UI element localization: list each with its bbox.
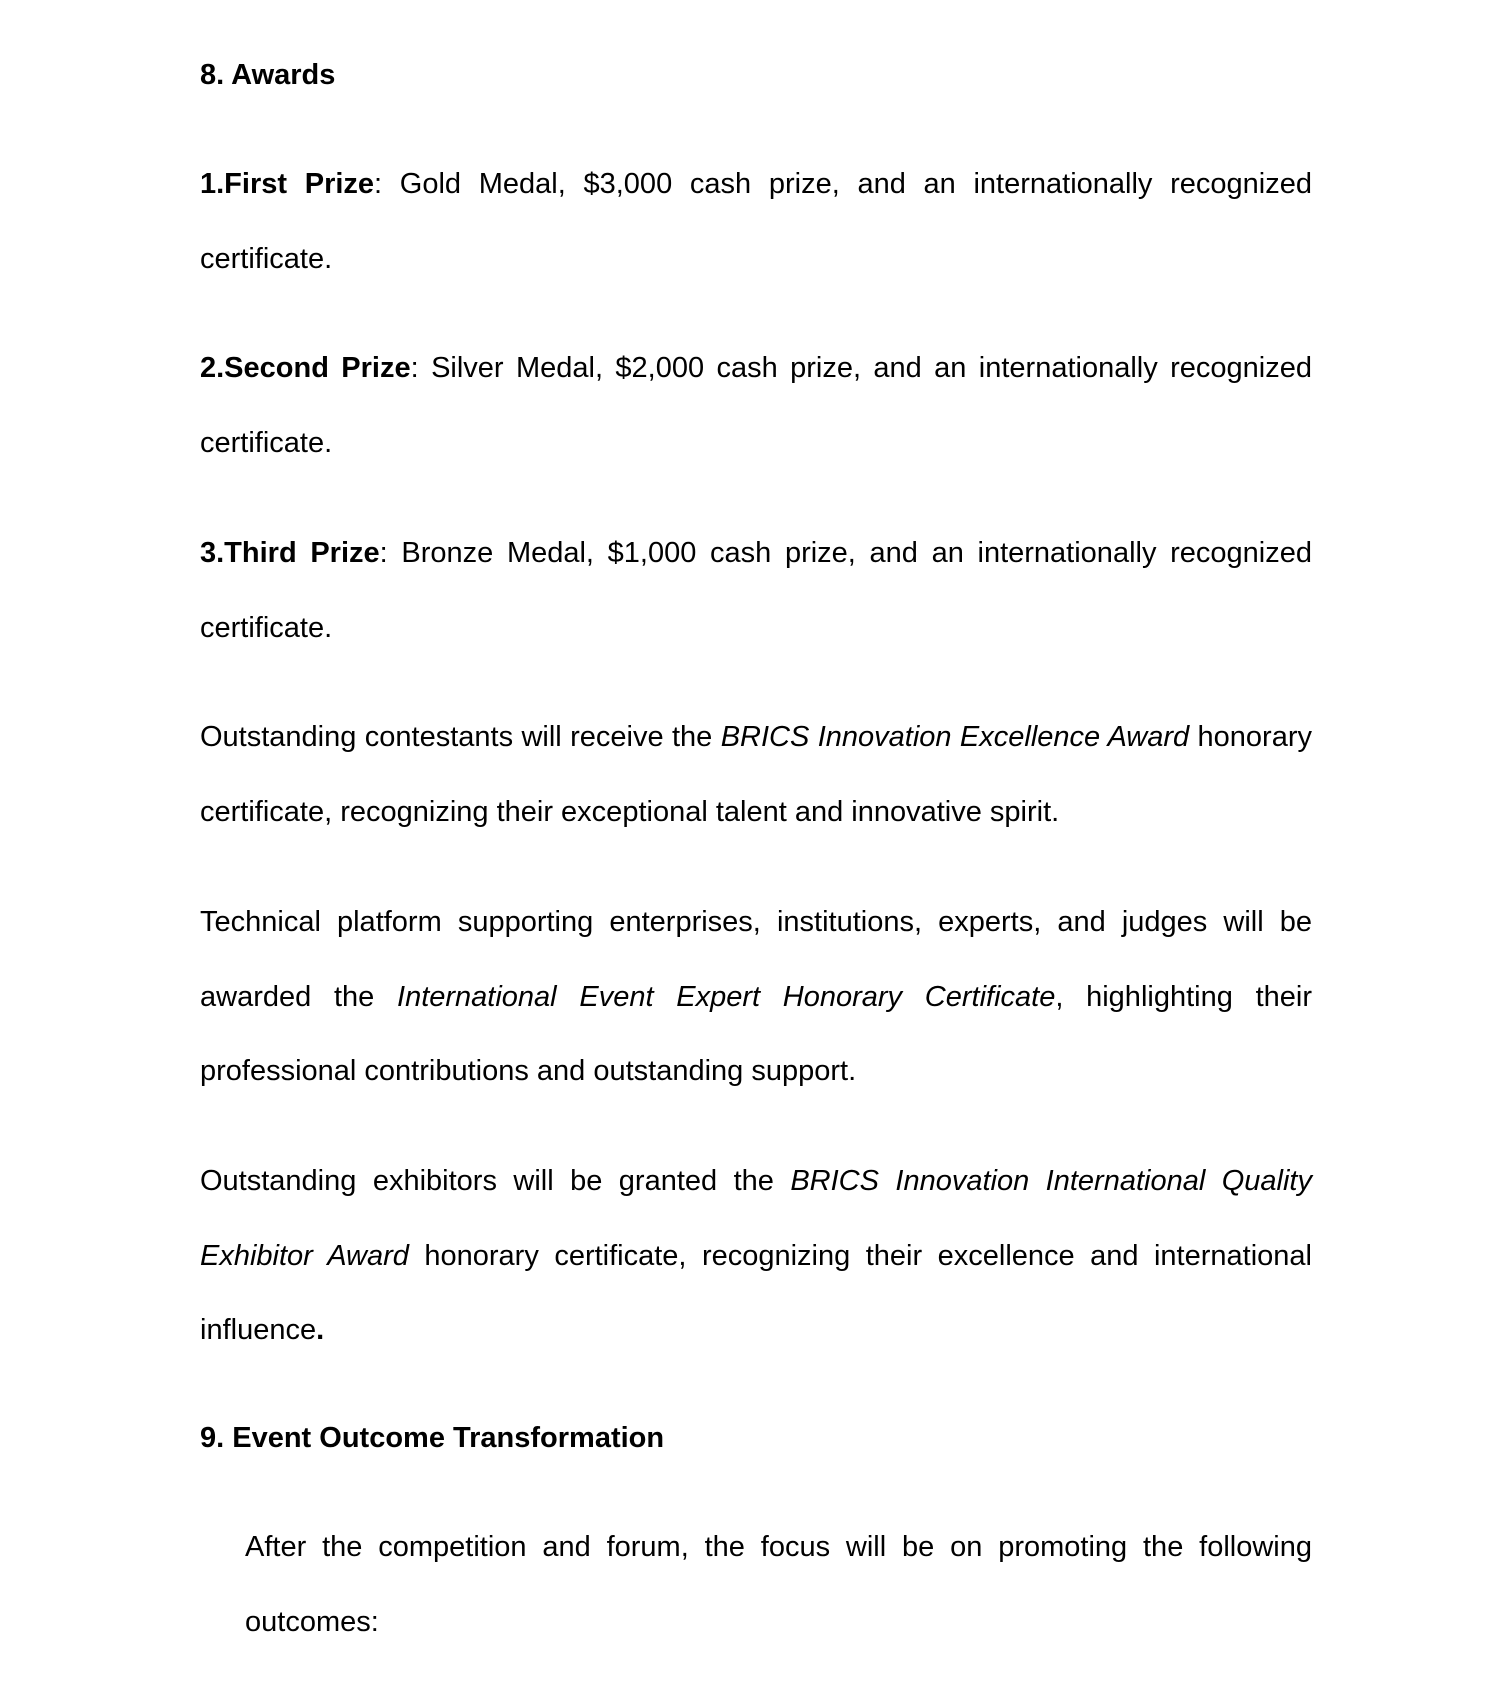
exhibitors-award-name: BRICS Innovation International Quality Exhibitor Award: [200, 1165, 1312, 1272]
contestants-text-before: Outstanding contestants will receive the: [200, 721, 721, 753]
prize-second: [200, 331, 1312, 480]
prize-first: [200, 147, 1312, 296]
platform-award-name: International Event Expert Honorary Certificate: [397, 980, 1056, 1013]
prize-first-label: 1.First Prize: [200, 168, 375, 200]
platform-text-after: , highlighting their professional contributions and outstanding support.: [200, 980, 1312, 1087]
exhibitors-end-period: .: [316, 1314, 325, 1346]
prize-third: [200, 516, 1312, 665]
platform-paragraph: [200, 885, 1312, 1109]
section-8-heading: 8. Awards: [200, 59, 336, 91]
exhibitors-paragraph: [200, 1144, 1312, 1368]
contestants-paragraph: [200, 700, 1312, 849]
section-9-heading: 9. Event Outcome Transformation: [200, 1422, 665, 1454]
outcomes-intro: After the competition and forum, the focus will be on promoting the following outcomes:: [245, 1531, 1312, 1638]
exhibitors-text-after: honorary certificate, recognizing their excellence and international influence: [200, 1239, 1312, 1346]
prize-second-text: : Silver Medal, $2,000 cash prize, and an internationally recognized certificate.: [200, 352, 1312, 459]
contestants-award-name: BRICS Innovation Excellence Award: [720, 721, 1190, 753]
prize-third-text: : Bronze Medal, $1,000 cash prize, and an internationally recognized certificate.: [200, 537, 1312, 644]
prize-second-label: 2.Second Prize: [200, 352, 411, 384]
exhibitors-text-before: Outstanding exhibitors will be granted the: [200, 1165, 791, 1197]
platform-text-before: Technical platform supporting enterprises, institutions, experts, and judges will be awarded the: [200, 906, 1312, 1013]
prize-first-text: : Gold Medal, $3,000 cash prize, and an internationally recognized certificate.: [200, 168, 1312, 275]
contestants-text-after: honorary certificate, recognizing their exceptional talent and innovative spirit.: [200, 721, 1312, 828]
prize-third-label: 3.Third Prize: [200, 537, 380, 569]
